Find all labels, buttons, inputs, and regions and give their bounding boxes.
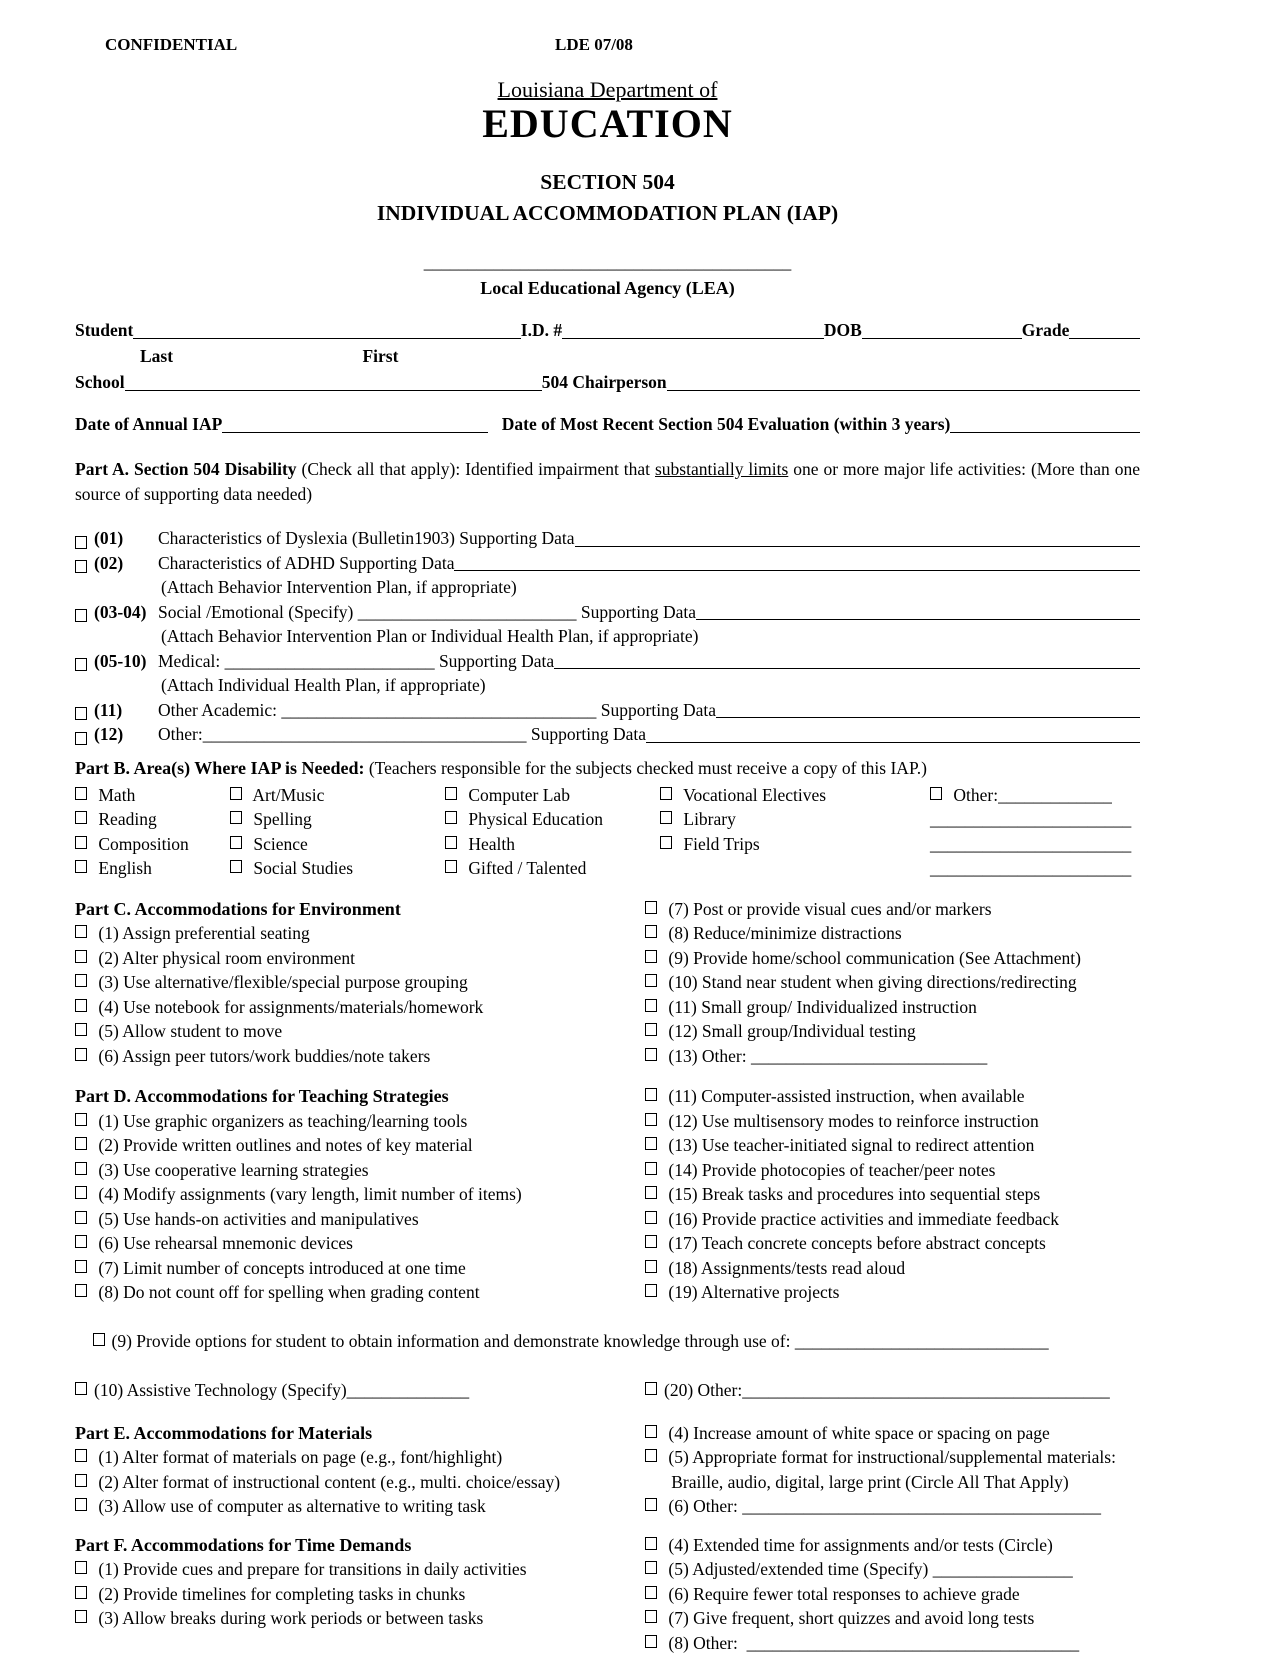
- checkbox-label: (6) Other: _________________________________________: [668, 1496, 1101, 1516]
- checkbox-label: (1) Provide cues and prepare for transitions in daily activities: [98, 1559, 526, 1579]
- accommodation-item: [645, 921, 1140, 946]
- checkbox-label: Field Trips: [683, 834, 759, 854]
- checkbox-label: (3) Use cooperative learning strategies: [98, 1160, 368, 1180]
- part-f-right-items: [645, 1533, 1140, 1655]
- checkbox-label: Reading: [98, 809, 156, 829]
- area-item: [445, 783, 660, 808]
- part-a-underlined-phrase: substantially limits: [655, 459, 788, 479]
- part-e-right-items: [645, 1421, 1140, 1519]
- agency-logo: [75, 77, 1140, 145]
- part-e: [75, 1421, 1140, 1519]
- checkbox[interactable]: [75, 1235, 87, 1248]
- checkbox-label: (9) Provide home/school communication (See Attachment): [668, 948, 1081, 968]
- checkbox[interactable]: [75, 560, 87, 573]
- part-a-intro-2: one or more major life activities: (More than one source of supporting data needed): [75, 459, 1140, 504]
- part-c-right-items: [645, 897, 1140, 1069]
- accommodation-item: [75, 1109, 645, 1134]
- accommodation-item: [75, 1256, 645, 1281]
- checkbox[interactable]: [645, 1498, 657, 1511]
- checkbox-label: (11) Computer-assisted instruction, when available: [668, 1086, 1024, 1106]
- part-f-title: Part F. Accommodations for Time Demands: [75, 1533, 645, 1558]
- checkbox-label: (17) Teach concrete concepts before abstract concepts: [668, 1233, 1045, 1253]
- item-label: Other:_____________________________________ Supporting Data: [158, 722, 646, 747]
- checkbox[interactable]: [75, 536, 87, 549]
- checkbox[interactable]: [230, 811, 242, 824]
- checkbox[interactable]: [75, 1449, 87, 1462]
- checkbox[interactable]: [230, 860, 242, 873]
- checkbox[interactable]: [93, 1333, 105, 1346]
- school-line: [125, 390, 542, 391]
- accommodation-item: [645, 1109, 1140, 1134]
- checkbox-label: _______________________: [930, 834, 1131, 854]
- part-a-items: [75, 526, 1140, 747]
- grade-line: [1069, 338, 1140, 339]
- area-item: [660, 832, 930, 857]
- part-b-areas-grid: [75, 783, 1140, 881]
- part-f-left-items: [75, 1557, 645, 1631]
- document-header: [75, 33, 1140, 59]
- accommodation-item: [75, 1582, 645, 1607]
- checkbox-label: (18) Assignments/tests read aloud: [668, 1258, 905, 1278]
- checkbox[interactable]: [930, 787, 942, 800]
- checkbox-label: (2) Alter format of instructional content (e.g., multi. choice/essay): [98, 1472, 560, 1492]
- checkbox-label: (7) Post or provide visual cues and/or markers: [668, 899, 991, 919]
- accommodation-item: [645, 1207, 1140, 1232]
- checkbox-label: (8) Do not count off for spelling when grading content: [98, 1282, 479, 1302]
- recent-eval-label: Date of Most Recent Section 504 Evaluation (within 3 years): [502, 411, 951, 437]
- checkbox[interactable]: [75, 1474, 87, 1487]
- part-b-title: Part B. Area(s) Where IAP is Needed:: [75, 758, 364, 778]
- checkbox-label: (4) Modify assignments (vary length, limit number of items): [98, 1184, 521, 1204]
- checkbox[interactable]: [645, 1284, 657, 1297]
- item-label: Characteristics of Dyslexia (Bulletin1903) Supporting Data: [158, 526, 575, 551]
- part-a-intro-1: (Check all that apply): Identified impairment that: [297, 459, 655, 479]
- student-row: [75, 317, 1140, 343]
- accommodation-item: [645, 946, 1140, 971]
- school-label: School: [75, 369, 125, 395]
- area-item: [230, 856, 445, 881]
- form-title: SECTION 504: [75, 167, 1140, 198]
- area-item: [930, 856, 1140, 881]
- checkbox[interactable]: [645, 1561, 657, 1574]
- last-label: Last: [140, 346, 173, 366]
- checkbox-label: (13) Other: ___________________________: [668, 1046, 987, 1066]
- checkbox[interactable]: [230, 787, 242, 800]
- checkbox-label: (20) Other:__________________________________________: [664, 1380, 1110, 1400]
- chairperson-label: 504 Chairperson: [542, 369, 667, 395]
- checkbox-label: (2) Provide timelines for completing tasks in chunks: [98, 1584, 465, 1604]
- checkbox-label: (5) Appropriate format for instructional/supplemental materials:: [668, 1447, 1116, 1467]
- part-f: [75, 1533, 1140, 1655]
- item-code: (03-04): [94, 600, 158, 625]
- checkbox[interactable]: [645, 1023, 657, 1036]
- item-code: (11): [94, 698, 158, 723]
- lea-label: Local Educational Agency (LEA): [75, 275, 1140, 301]
- checkbox-label: (6) Use rehearsal mnemonic devices: [98, 1233, 353, 1253]
- checkbox-label: Social Studies: [253, 858, 353, 878]
- checkbox[interactable]: [645, 974, 657, 987]
- first-label: First: [362, 346, 398, 366]
- checkbox[interactable]: [75, 836, 87, 849]
- part-e-left-items: [75, 1445, 645, 1519]
- item-label: Medical: ________________________ Supporting Data: [158, 649, 554, 674]
- confidential-label: CONFIDENTIAL: [105, 33, 237, 58]
- checkbox-label: Other:_____________: [953, 785, 1111, 805]
- checkbox-label: (19) Alternative projects: [668, 1282, 839, 1302]
- accommodation-item: [75, 921, 645, 946]
- checkbox[interactable]: [75, 1162, 87, 1175]
- part-c-left-items: [75, 921, 645, 1068]
- checkbox-label: (4) Use notebook for assignments/materials/homework: [98, 997, 483, 1017]
- accommodation-item: [645, 1044, 1140, 1069]
- checkbox-label: (13) Use teacher-initiated signal to redirect attention: [668, 1135, 1034, 1155]
- area-item: [930, 807, 1140, 832]
- checkbox-label: (8) Reduce/minimize distractions: [668, 923, 901, 943]
- area-item: [230, 832, 445, 857]
- accommodation-item: [645, 1421, 1140, 1446]
- checkbox[interactable]: [645, 1113, 657, 1126]
- area-item: [930, 783, 1140, 808]
- checkbox-label: (5) Allow student to move: [98, 1021, 282, 1041]
- accommodation-item: [645, 1084, 1140, 1109]
- part-a-title: Part A. Section 504 Disability: [75, 459, 297, 479]
- part-b-heading: [75, 755, 1140, 781]
- item-code: (01): [94, 526, 158, 551]
- part-d-left-items: [75, 1109, 645, 1305]
- accommodation-item: [75, 995, 645, 1020]
- form-page: [75, 0, 1140, 1655]
- item-label: Other Academic: ____________________________________ Supporting Data: [158, 698, 716, 723]
- checkbox[interactable]: [645, 1235, 657, 1248]
- area-item: [75, 856, 230, 881]
- checkbox-label: (2) Provide written outlines and notes of key material: [98, 1135, 472, 1155]
- area-item: [230, 807, 445, 832]
- area-item: [660, 783, 930, 808]
- accommodation-item: [75, 1133, 645, 1158]
- accommodation-item: [645, 1631, 1140, 1655]
- checkbox-label: (5) Use hands-on activities and manipulatives: [98, 1209, 418, 1229]
- checkbox[interactable]: [645, 999, 657, 1012]
- item-label: Social /Emotional (Specify) _________________________ Supporting Data: [158, 600, 696, 625]
- logo-line1: Louisiana Department of: [75, 77, 1140, 103]
- checkbox[interactable]: [645, 1449, 657, 1462]
- checkbox[interactable]: [445, 860, 457, 873]
- accommodation-item: [645, 1133, 1140, 1158]
- checkbox-label: Math: [98, 785, 135, 805]
- accommodation-item: [645, 1582, 1140, 1607]
- item-code: (02): [94, 551, 158, 576]
- supporting-data-line: [716, 717, 1140, 718]
- part-d-item-20: [645, 1378, 1110, 1403]
- accommodation-item: [645, 1557, 1140, 1582]
- checkbox-label: (7) Give frequent, short quizzes and avoid long tests: [668, 1608, 1034, 1628]
- checkbox[interactable]: [645, 1382, 657, 1395]
- doc-code-label: LDE 07/08: [555, 33, 633, 58]
- dates-row: [75, 411, 1140, 437]
- form-subtitle: INDIVIDUAL ACCOMMODATION PLAN (IAP): [75, 198, 1140, 229]
- checkbox[interactable]: [75, 1113, 87, 1126]
- item-note: (Attach Behavior Intervention Plan or Individual Health Plan, if appropriate): [75, 624, 1140, 649]
- checkbox-label: (1) Use graphic organizers as teaching/learning tools: [98, 1111, 467, 1131]
- accommodation-item: [645, 1158, 1140, 1183]
- checkbox-label: (3) Use alternative/flexible/special purpose grouping: [98, 972, 467, 992]
- checkbox[interactable]: [75, 1561, 87, 1574]
- checkbox-label: (12) Use multisensory modes to reinforce instruction: [668, 1111, 1038, 1131]
- checkbox-label: (8) Other: ______________________________________: [668, 1633, 1079, 1653]
- checkbox[interactable]: [75, 1382, 87, 1395]
- checkbox-label: (6) Assign peer tutors/work buddies/note takers: [98, 1046, 430, 1066]
- checkbox[interactable]: [645, 1425, 657, 1438]
- accommodation-item: [645, 1470, 1140, 1495]
- checkbox[interactable]: [75, 1211, 87, 1224]
- checkbox[interactable]: [75, 1023, 87, 1036]
- checkbox-label: _______________________: [930, 858, 1131, 878]
- checkbox[interactable]: [660, 811, 672, 824]
- logo-line2: EDUCATION: [75, 103, 1140, 145]
- checkbox[interactable]: [75, 1137, 87, 1150]
- checkbox[interactable]: [645, 1048, 657, 1061]
- checkbox[interactable]: [660, 836, 672, 849]
- lea-block: [75, 249, 1140, 301]
- area-item: [445, 856, 660, 881]
- disability-row: [75, 649, 1140, 698]
- item-code: (12): [94, 722, 158, 747]
- part-c: [75, 897, 1140, 1069]
- checkbox-label: (5) Adjusted/extended time (Specify) ________________: [668, 1559, 1072, 1579]
- checkbox-label: Art/Music: [252, 785, 324, 805]
- lea-blank-line: __________________________________________: [75, 249, 1140, 275]
- checkbox[interactable]: [645, 1137, 657, 1150]
- accommodation-item: [645, 1494, 1140, 1519]
- accommodation-item: [75, 1019, 645, 1044]
- checkbox-label: (3) Allow breaks during work periods or between tasks: [98, 1608, 483, 1628]
- checkbox-label: (9) Provide options for student to obtain information and demonstrate knowledge through use of: _____________________________: [112, 1331, 1049, 1351]
- checkbox[interactable]: [75, 1586, 87, 1599]
- grade-label: Grade: [1022, 317, 1070, 343]
- area-item: [930, 832, 1140, 857]
- supporting-data-line: [696, 619, 1140, 620]
- checkbox[interactable]: [75, 999, 87, 1012]
- area-item: [75, 832, 230, 857]
- checkbox[interactable]: [645, 1088, 657, 1101]
- checkbox-label: (4) Increase amount of white space or spacing on page: [668, 1423, 1049, 1443]
- accommodation-item: [75, 1044, 645, 1069]
- accommodation-item: [75, 1231, 645, 1256]
- accommodation-item: [645, 995, 1140, 1020]
- last-first-row: [75, 343, 1140, 369]
- checkbox-label: Braille, audio, digital, large print (Circle All That Apply): [645, 1472, 1069, 1492]
- checkbox[interactable]: [645, 1586, 657, 1599]
- accommodation-item: [75, 1494, 645, 1519]
- part-d-item-10: [75, 1378, 645, 1403]
- item-code: (05-10): [94, 649, 158, 674]
- area-item: [445, 807, 660, 832]
- chairperson-line: [667, 390, 1140, 391]
- part-d-title: Part D. Accommodations for Teaching Strategies: [75, 1084, 645, 1109]
- checkbox-label: (12) Small group/Individual testing: [668, 1021, 915, 1041]
- supporting-data-line: [554, 668, 1140, 669]
- area-item: [660, 807, 930, 832]
- area-item: [660, 856, 930, 881]
- checkbox[interactable]: [645, 950, 657, 963]
- accommodation-item: [645, 1280, 1140, 1305]
- checkbox[interactable]: [75, 811, 87, 824]
- checkbox-label: (11) Small group/ Individualized instruction: [668, 997, 976, 1017]
- checkbox-label: English: [98, 858, 151, 878]
- disability-row: [75, 526, 1140, 551]
- checkbox[interactable]: [75, 658, 87, 671]
- accommodation-item: [645, 970, 1140, 995]
- annual-iap-label: Date of Annual IAP: [75, 411, 222, 437]
- checkbox-label: Physical Education: [468, 809, 603, 829]
- checkbox-label: (15) Break tasks and procedures into sequential steps: [668, 1184, 1040, 1204]
- checkbox[interactable]: [75, 732, 87, 745]
- part-d-bottom-row: [75, 1378, 1140, 1403]
- checkbox[interactable]: [645, 1635, 657, 1648]
- accommodation-item: [75, 1207, 645, 1232]
- accommodation-item: [645, 1256, 1140, 1281]
- checkbox-label: (14) Provide photocopies of teacher/peer notes: [668, 1160, 995, 1180]
- dob-line: [862, 338, 1022, 339]
- checkbox-label: (1) Alter format of materials on page (e.g., font/highlight): [98, 1447, 502, 1467]
- supporting-data-line: [454, 570, 1140, 571]
- accommodation-item: [75, 1182, 645, 1207]
- part-e-title: Part E. Accommodations for Materials: [75, 1421, 645, 1446]
- recent-eval-line: [950, 432, 1140, 433]
- checkbox[interactable]: [75, 1186, 87, 1199]
- accommodation-item: [75, 1445, 645, 1470]
- checkbox[interactable]: [645, 1610, 657, 1623]
- item-note: (Attach Individual Health Plan, if appropriate): [75, 673, 1140, 698]
- checkbox[interactable]: [230, 836, 242, 849]
- area-item: [75, 807, 230, 832]
- accommodation-item: [645, 1606, 1140, 1631]
- student-name-line: [133, 338, 520, 339]
- checkbox[interactable]: [75, 1260, 87, 1273]
- checkbox-label: Health: [468, 834, 515, 854]
- checkbox-label: _______________________: [930, 809, 1131, 829]
- checkbox[interactable]: [445, 811, 457, 824]
- checkbox-label: Science: [253, 834, 307, 854]
- checkbox[interactable]: [445, 787, 457, 800]
- part-d: [75, 1084, 1140, 1305]
- disability-row: [75, 551, 1140, 600]
- student-label: Student: [75, 317, 133, 343]
- id-label: I.D. #: [521, 317, 562, 343]
- checkbox-label: Composition: [98, 834, 188, 854]
- checkbox[interactable]: [75, 925, 87, 938]
- item-note: (Attach Behavior Intervention Plan, if appropriate): [75, 575, 1140, 600]
- checkbox[interactable]: [645, 1537, 657, 1550]
- checkbox-label: (6) Require fewer total responses to achieve grade: [668, 1584, 1019, 1604]
- checkbox[interactable]: [645, 901, 657, 914]
- checkbox[interactable]: [75, 707, 87, 720]
- supporting-data-line: [575, 546, 1140, 547]
- checkbox[interactable]: [645, 1211, 657, 1224]
- form-title-block: [75, 167, 1140, 229]
- checkbox-label: (7) Limit number of concepts introduced at one time: [98, 1258, 465, 1278]
- accommodation-item: [645, 1231, 1140, 1256]
- checkbox[interactable]: [645, 1186, 657, 1199]
- part-d-right-items: [645, 1084, 1140, 1305]
- checkbox[interactable]: [75, 787, 87, 800]
- dob-label: DOB: [824, 317, 862, 343]
- checkbox-label: Gifted / Talented: [468, 858, 586, 878]
- checkbox-label: (10) Assistive Technology (Specify)______________: [94, 1380, 469, 1400]
- checkbox[interactable]: [445, 836, 457, 849]
- accommodation-item: [75, 1557, 645, 1582]
- area-item: [445, 832, 660, 857]
- accommodation-item: [645, 1182, 1140, 1207]
- part-a-heading: [75, 457, 1140, 506]
- checkbox-label: (2) Alter physical room environment: [98, 948, 355, 968]
- checkbox-label: (1) Assign preferential seating: [98, 923, 309, 943]
- checkbox[interactable]: [75, 1048, 87, 1061]
- accommodation-item: [75, 1158, 645, 1183]
- checkbox[interactable]: [660, 787, 672, 800]
- accommodation-item: [645, 897, 1140, 922]
- accommodation-item: [645, 1019, 1140, 1044]
- item-label: Characteristics of ADHD Supporting Data: [158, 551, 454, 576]
- accommodation-item: [75, 946, 645, 971]
- checkbox-label: (10) Stand near student when giving directions/redirecting: [668, 972, 1076, 992]
- checkbox[interactable]: [645, 925, 657, 938]
- accommodation-item: [645, 1445, 1140, 1470]
- checkbox[interactable]: [75, 1498, 87, 1511]
- supporting-data-line: [646, 742, 1140, 743]
- checkbox[interactable]: [645, 1162, 657, 1175]
- checkbox[interactable]: [75, 609, 87, 622]
- school-row: [75, 369, 1140, 395]
- checkbox[interactable]: [75, 950, 87, 963]
- checkbox[interactable]: [645, 1260, 657, 1273]
- checkbox-label: (3) Allow use of computer as alternative to writing task: [98, 1496, 485, 1516]
- part-c-title: Part C. Accommodations for Environment: [75, 897, 645, 922]
- area-item: [75, 783, 230, 808]
- accommodation-item: [75, 1470, 645, 1495]
- checkbox-label: Vocational Electives: [683, 785, 826, 805]
- checkbox[interactable]: [75, 1610, 87, 1623]
- checkbox-label: (16) Provide practice activities and immediate feedback: [668, 1209, 1059, 1229]
- accommodation-item: [75, 970, 645, 995]
- checkbox[interactable]: [75, 974, 87, 987]
- checkbox-label: Library: [683, 809, 735, 829]
- annual-iap-line: [222, 432, 487, 433]
- checkbox[interactable]: [75, 1284, 87, 1297]
- part-d-item-9: [75, 1305, 1140, 1379]
- checkbox-label: Spelling: [253, 809, 311, 829]
- part-b-subtitle: (Teachers responsible for the subjects checked must receive a copy of this IAP.): [364, 758, 926, 778]
- area-item: [230, 783, 445, 808]
- id-line: [562, 338, 824, 339]
- accommodation-item: [75, 1280, 645, 1305]
- checkbox[interactable]: [75, 860, 87, 873]
- checkbox-label: Computer Lab: [468, 785, 570, 805]
- accommodation-item: [645, 1533, 1140, 1558]
- disability-row: [75, 722, 1140, 747]
- disability-row: [75, 698, 1140, 723]
- accommodation-item: [75, 1606, 645, 1631]
- checkbox-label: (4) Extended time for assignments and/or tests (Circle): [668, 1535, 1052, 1555]
- disability-row: [75, 600, 1140, 649]
